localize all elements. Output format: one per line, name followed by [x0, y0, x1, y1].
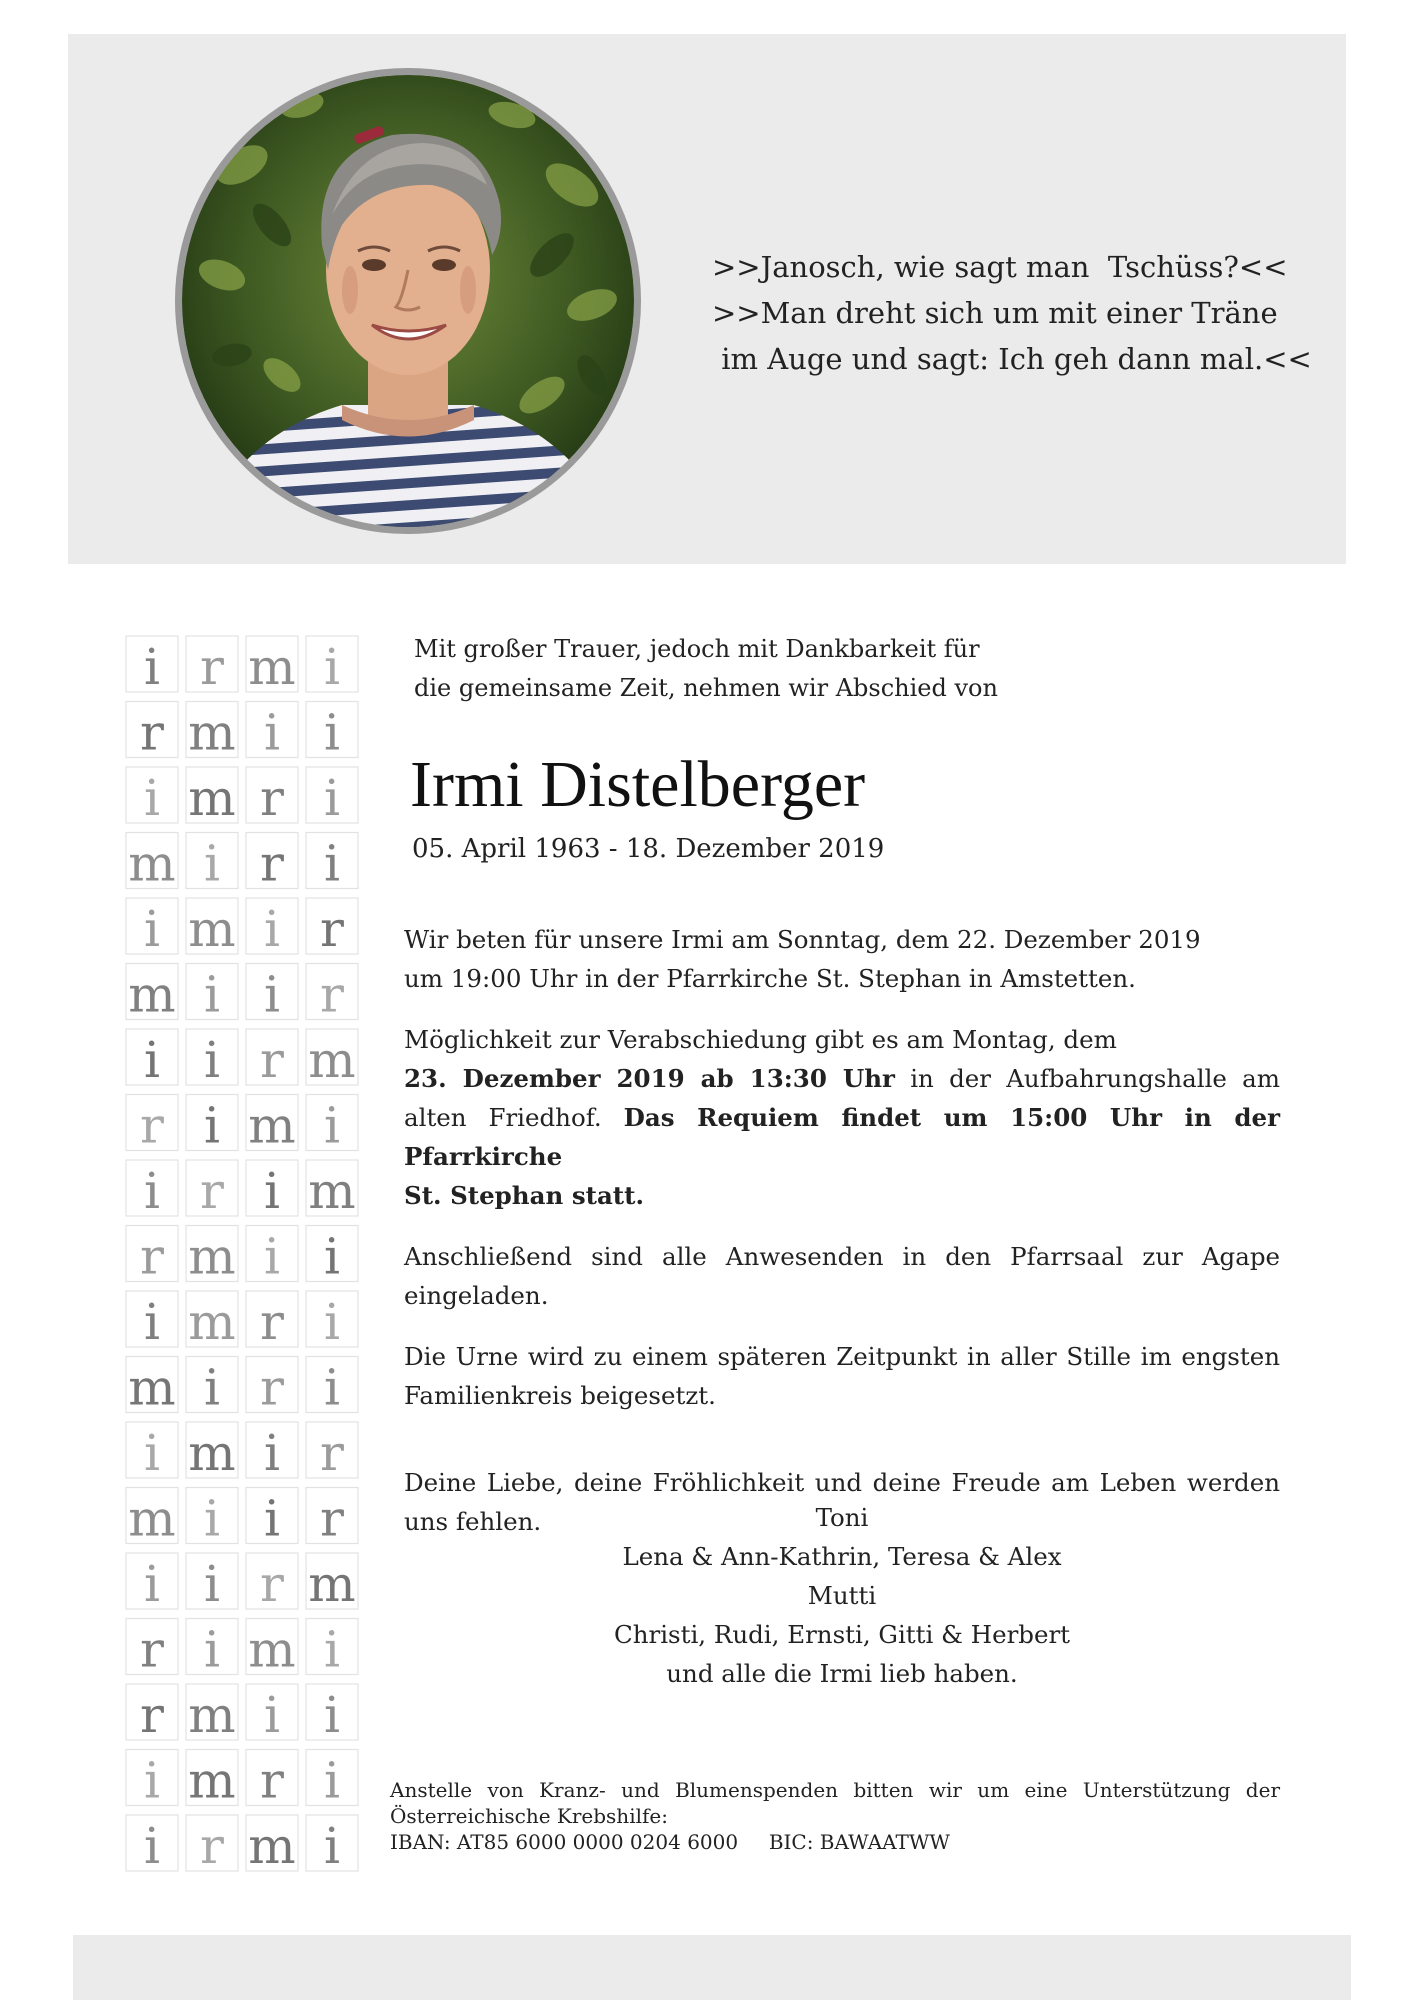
letter-stamp: m — [128, 965, 176, 1024]
intro-line-2: die gemeinsame Zeit, nehmen wir Abschied von — [414, 674, 998, 702]
letter-stamp: i — [144, 1031, 160, 1089]
farewell-location: in der Aufbahrungshalle am alten Friedhof. — [404, 1064, 1280, 1132]
urn-paragraph: Die Urne wird zu einem späteren Zeitpunkt in aller Stille im engsten Familienkreis beigesetzt. — [404, 1342, 1280, 1410]
prayer-paragraph — [404, 920, 1280, 998]
letter-stamp: i — [204, 965, 220, 1024]
requiem-line-2: St. Stephan statt. — [404, 1181, 644, 1210]
agape-paragraph: Anschließend sind alle Anwesenden in den Pfarrsaal zur Agape eingeladen. — [404, 1242, 1280, 1310]
signature-line: Toni — [815, 1503, 869, 1532]
letter-stamp: r — [320, 1489, 344, 1548]
letter-stamp: r — [200, 638, 224, 696]
letter-stamp: i — [144, 900, 160, 958]
farewell-intro: Möglichkeit zur Verabschiedung gibt es am Montag, dem — [404, 1025, 1117, 1054]
farewell-paragraph — [404, 1020, 1280, 1215]
signature-line: Christi, Rudi, Ernsti, Gitti & Herbert — [613, 1620, 1071, 1649]
letter-stamp: i — [324, 1096, 340, 1155]
letter-stamp: m — [128, 834, 176, 893]
quote-line-2: >>Man dreht sich um mit einer Träne — [712, 296, 1278, 330]
letter-stamp: m — [188, 1424, 236, 1482]
letter-stamp: r — [140, 703, 164, 762]
letter-stamp: m — [188, 703, 236, 762]
letter-stamp: m — [308, 1555, 356, 1613]
intro-text — [414, 630, 998, 708]
quote-line-3: im Auge und sagt: Ich geh dann mal.<< — [712, 342, 1312, 376]
signature-line: Lena & Ann-Kathrin, Teresa & Alex — [622, 1542, 1062, 1571]
portrait-illustration — [182, 75, 634, 527]
letter-stamp: r — [260, 1031, 284, 1089]
letter-stamp: i — [264, 1162, 280, 1220]
letter-stamp: m — [248, 1620, 296, 1679]
prayer-line-2: um 19:00 Uhr in der Pfarrkirche St. Stephan in Amstetten. — [404, 964, 1136, 993]
letter-stamp: i — [264, 1424, 280, 1482]
letter-stamp: m — [188, 1686, 236, 1744]
letter-stamp: r — [320, 900, 344, 958]
letter-stamp: i — [324, 769, 340, 827]
letter-stamp: i — [204, 1555, 220, 1613]
letter-stamp: i — [324, 1686, 340, 1744]
letter-stamp: i — [204, 1620, 220, 1679]
letter-stamp: r — [140, 1620, 164, 1679]
letter-stamp: i — [144, 1293, 160, 1351]
letter-stamp: i — [144, 1162, 160, 1220]
letter-stamp: i — [204, 834, 220, 893]
letter-stamp: m — [248, 1096, 296, 1155]
letter-stamp: m — [308, 1162, 356, 1220]
letter-stamp: i — [324, 1751, 340, 1810]
donation-line-1: Anstelle von Kranz- und Blumenspenden bitten wir um eine Unterstützung der — [390, 1778, 1280, 1802]
letter-stamp: i — [144, 769, 160, 827]
portrait-photo — [175, 68, 641, 534]
signature-line: und alle die Irmi lieb haben. — [666, 1659, 1018, 1688]
letter-stamp: m — [248, 1817, 296, 1875]
requiem-line-1: Das Requiem findet um 15:00 Uhr in der Pfarrkirche — [404, 1103, 1281, 1171]
closing-paragraph: Deine Liebe, deine Fröhlichkeit und deine Freude am Leben werden uns fehlen. — [404, 1468, 1280, 1536]
letter-stamp: r — [200, 1162, 224, 1220]
donation-line-2: Österreichische Krebshilfe: — [390, 1804, 668, 1828]
bic: BIC: BAWAATWW — [768, 1830, 950, 1854]
letter-stamp: i — [144, 1555, 160, 1613]
quote-line-1: >>Janosch, wie sagt man Tschüss?<< — [712, 250, 1288, 284]
letter-stamp: r — [140, 1227, 164, 1286]
letter-stamp: r — [140, 1096, 164, 1155]
letter-stamp: i — [204, 1031, 220, 1089]
letter-stamp: i — [324, 1358, 340, 1417]
letter-stamp: i — [264, 1227, 280, 1286]
letter-stamp: m — [188, 1227, 236, 1286]
letter-stamp: i — [264, 965, 280, 1024]
letter-stamp: m — [248, 638, 296, 696]
letter-stamp-grid — [122, 620, 372, 1880]
letter-stamp: m — [128, 1489, 176, 1548]
footer-band — [73, 1935, 1351, 2000]
letter-stamp: m — [188, 900, 236, 958]
letter-stamp: i — [144, 638, 160, 696]
deceased-name: Irmi Distelberger — [410, 748, 866, 821]
letter-stamp: i — [204, 1489, 220, 1548]
letter-stamp: i — [204, 1358, 220, 1417]
letter-stamp: r — [260, 1293, 284, 1351]
letter-stamp: i — [264, 1686, 280, 1744]
letter-stamp: r — [200, 1817, 224, 1875]
letter-stamp: i — [264, 703, 280, 762]
letter-stamp: m — [188, 1751, 236, 1810]
letter-stamp: i — [144, 1751, 160, 1810]
signatures — [404, 1498, 1280, 1693]
letter-stamp: r — [260, 834, 284, 893]
letter-stamp: i — [324, 834, 340, 893]
letter-stamp: i — [324, 703, 340, 762]
letter-stamp: i — [264, 1489, 280, 1548]
quote — [712, 244, 1312, 382]
letter-stamp: m — [308, 1031, 356, 1089]
life-dates: 05. April 1963 - 18. Dezember 2019 — [412, 834, 885, 864]
iban: IBAN: AT85 6000 0000 0204 6000 — [390, 1830, 739, 1854]
bank-details — [390, 1829, 1280, 1855]
letter-stamp: i — [324, 638, 340, 696]
letter-stamp-column — [122, 620, 372, 1880]
letter-stamp: r — [320, 1424, 344, 1482]
announcement-body — [404, 920, 1280, 1563]
letter-stamp: m — [128, 1358, 176, 1417]
letter-stamp: r — [260, 1358, 284, 1417]
intro-line-1: Mit großer Trauer, jedoch mit Dankbarkeit für — [414, 635, 980, 663]
letter-stamp: i — [324, 1293, 340, 1351]
letter-stamp: m — [188, 769, 236, 827]
farewell-date: 23. Dezember 2019 ab 13:30 Uhr — [404, 1064, 895, 1093]
letter-stamp: i — [324, 1620, 340, 1679]
signature-line: Mutti — [807, 1581, 877, 1610]
letter-stamp: m — [188, 1293, 236, 1351]
letter-stamp: i — [144, 1817, 160, 1875]
letter-stamp: i — [204, 1096, 220, 1155]
letter-stamp: r — [260, 1555, 284, 1613]
donation-note — [390, 1777, 1280, 1855]
letter-stamp: i — [144, 1424, 160, 1482]
letter-stamp: r — [140, 1686, 164, 1744]
letter-stamp: i — [324, 1817, 340, 1875]
prayer-line-1: Wir beten für unsere Irmi am Sonntag, dem 22. Dezember 2019 — [404, 925, 1201, 954]
letter-stamp: r — [320, 965, 344, 1024]
letter-stamp: i — [264, 900, 280, 958]
letter-stamp: r — [260, 769, 284, 827]
letter-stamp: r — [260, 1751, 284, 1810]
letter-stamp: i — [324, 1227, 340, 1286]
